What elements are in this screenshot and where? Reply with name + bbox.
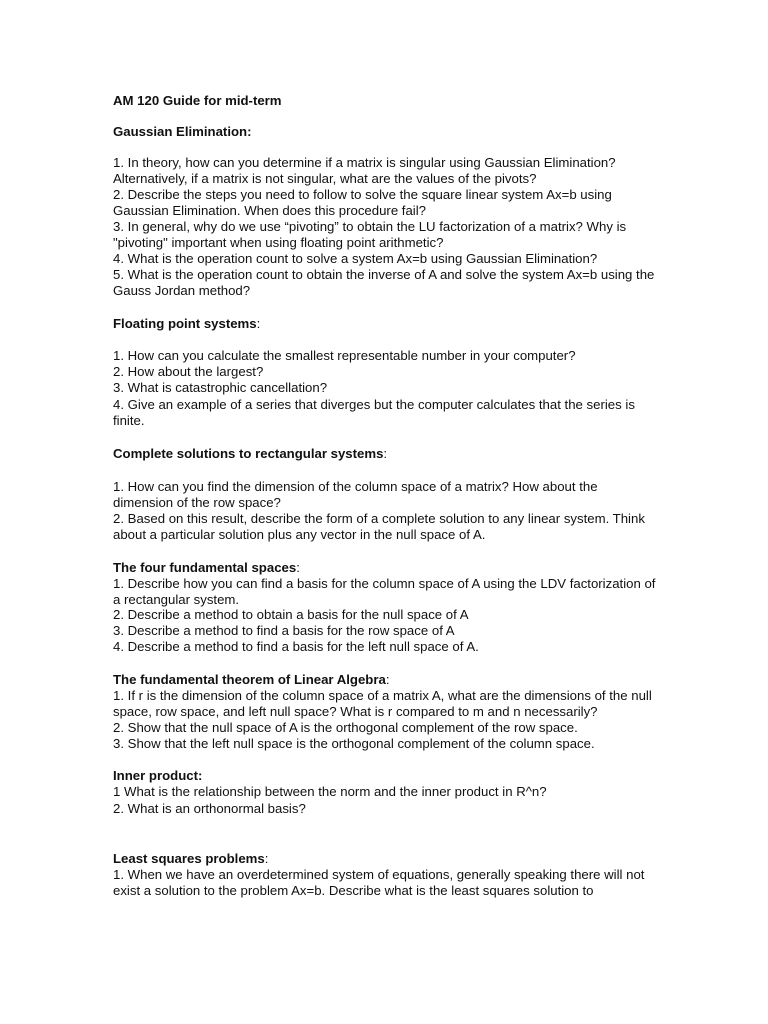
question-item: 3. What is catastrophic cancellation? [113, 380, 328, 395]
question-item: 2. What is an orthonormal basis? [113, 801, 306, 816]
question-item: 1 What is the relationship between the norm and the inner product in R^n? [113, 784, 547, 799]
question-item: 4. Describe a method to find a basis for the left null space of A. [113, 639, 479, 654]
question-item: 1. If r is the dimension of the column space of a matrix A, what are the dimensions of the null space, row space, and left null space? What is r compared to m and n necessarily? [113, 688, 652, 719]
question-item: 3. Show that the left null space is the orthogonal complement of the column space. [113, 736, 595, 751]
question-item: 1. When we have an overdetermined system of equations, generally speaking there will not exist a solution to the problem Ax=b. Describe what is the least squares solution to [113, 867, 645, 898]
section-heading-floating-point: Floating point systems: [113, 316, 261, 331]
question-item: 1. In theory, how can you determine if a matrix is singular using Gaussian Elimination? Alternatively, if a matrix is not singular, what are the values of the pivots? [113, 155, 616, 186]
question-item: 2. Describe a method to obtain a basis for the null space of A [113, 607, 469, 622]
question-item: 2. Describe the steps you need to follow to solve the square linear system Ax=b using Gaussian Elimination. When does this procedure fail? [113, 187, 612, 218]
question-item: 4. Give an example of a series that diverges but the computer calculates that the series is finite. [113, 397, 635, 428]
question-item: 1. How can you calculate the smallest representable number in your computer? [113, 348, 576, 363]
document-title: AM 120 Guide for mid-term [113, 93, 282, 108]
question-item: 2. Show that the null space of A is the orthogonal complement of the row space. [113, 720, 578, 735]
section-heading-four-fundamental-spaces: The four fundamental spaces: [113, 560, 300, 575]
question-item: 5. What is the operation count to obtain the inverse of A and solve the system Ax=b using the Gauss Jordan method? [113, 267, 655, 298]
section-heading-complete-solutions: Complete solutions to rectangular systems: [113, 446, 388, 461]
section-heading-gaussian-elimination: Gaussian Elimination: [113, 124, 252, 139]
question-item: 2. Based on this result, describe the form of a complete solution to any linear system. Think about a particular solution plus any vector in the null space of A. [113, 511, 645, 542]
question-item: 4. What is the operation count to solve a system Ax=b using Gaussian Elimination? [113, 251, 598, 266]
question-item: 3. In general, why do we use “pivoting” to obtain the LU factorization of a matrix? Why is "pivoting" important when using floating point arithmetic? [113, 219, 627, 250]
question-item: 1. How can you find the dimension of the column space of a matrix? How about the dimension of the row space? [113, 479, 598, 510]
section-heading-fundamental-theorem: The fundamental theorem of Linear Algebra: [113, 672, 390, 687]
section-heading-inner-product: Inner product: [113, 768, 203, 783]
question-item: 2. How about the largest? [113, 364, 264, 379]
question-item: 1. Describe how you can find a basis for the column space of A using the LDV factorization of a rectangular system. [113, 576, 656, 607]
section-heading-least-squares: Least squares problems: [113, 851, 269, 866]
question-item: 3. Describe a method to find a basis for the row space of A [113, 623, 455, 638]
